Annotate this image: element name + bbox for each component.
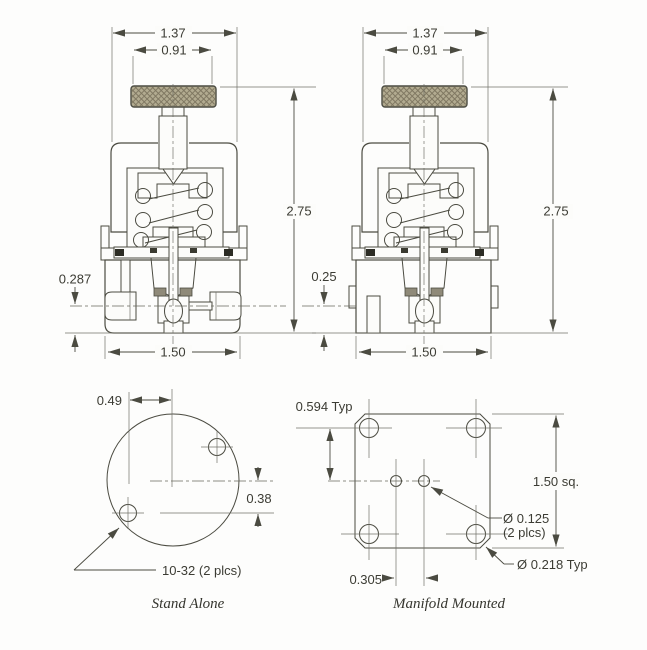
dim-hole-offset-y [246, 467, 271, 527]
dim-base-width-right [356, 336, 491, 360]
svg-text:1.50 sq.: 1.50 sq. [532, 474, 580, 489]
corner-hole-callout [486, 547, 588, 572]
svg-text:1.50: 1.50 [411, 344, 437, 360]
vent-channel [121, 260, 130, 292]
port-hole-left [391, 459, 402, 586]
svg-text:1.37: 1.37 [160, 25, 186, 41]
svg-text:0.25: 0.25 [311, 269, 337, 284]
bottom-view-manifold [296, 399, 588, 612]
svg-text:0.287: 0.287 [58, 271, 92, 287]
svg-text:2.75: 2.75 [286, 203, 312, 219]
dim-hole-offset-x [97, 393, 171, 408]
bottom-view-stand-alone [74, 389, 274, 612]
dim-port-spacing [349, 572, 438, 587]
front-view-right [302, 26, 573, 360]
mounting-hole-top-right [201, 431, 233, 463]
valve-upper-assembly-right [362, 84, 488, 344]
port-hole-right [419, 459, 430, 586]
svg-text:2.75: 2.75 [543, 203, 569, 219]
corner-hole-bottom-left [341, 505, 399, 560]
dim-knob-width-right [384, 43, 463, 85]
dim-port-height-left [59, 272, 92, 353]
front-view-left [59, 26, 316, 360]
corner-hole-top-right [446, 399, 502, 458]
supply-channel [367, 296, 380, 333]
dim-overall-height-right [471, 87, 573, 332]
thread-callout-leader [74, 528, 241, 578]
corner-hole-bottom-right [446, 505, 508, 560]
view-label-stand-alone: Stand Alone [151, 596, 225, 612]
view-label-manifold: Manifold Mounted [392, 596, 506, 612]
dim-knob-width-left [133, 43, 212, 85]
dim-base-width-left [105, 336, 240, 360]
svg-text:0.38: 0.38 [246, 491, 272, 506]
svg-text:10-32 (2 plcs): 10-32 (2 plcs) [162, 563, 242, 578]
svg-text:0.594 Typ: 0.594 Typ [295, 399, 353, 414]
mounting-hole-bottom-left [112, 497, 144, 529]
svg-text:1.37: 1.37 [412, 25, 438, 41]
svg-text:1.50: 1.50 [160, 344, 186, 360]
svg-text:(2 plcs): (2 plcs) [503, 525, 546, 540]
dim-corner-hole-offset [296, 399, 353, 480]
body-outline-circle [107, 414, 239, 546]
svg-text:Ø 0.125: Ø 0.125 [503, 511, 550, 526]
svg-text:0.91: 0.91 [161, 42, 187, 58]
svg-text:0.91: 0.91 [412, 42, 438, 58]
svg-text:Ø 0.218 Typ: Ø 0.218 Typ [517, 557, 588, 572]
svg-text:0.305: 0.305 [349, 572, 382, 587]
svg-text:0.49: 0.49 [96, 393, 122, 408]
dim-port-height-right [311, 269, 336, 351]
